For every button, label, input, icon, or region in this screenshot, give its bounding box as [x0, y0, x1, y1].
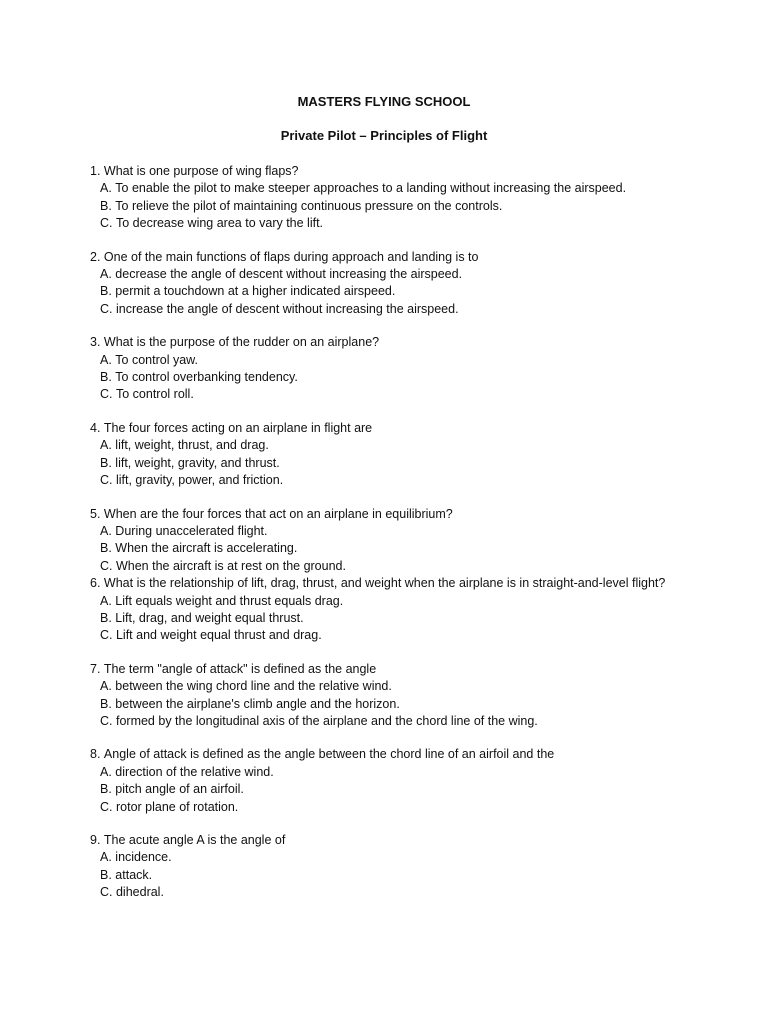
option-letter: A.: [100, 523, 112, 538]
option-letter: C.: [100, 713, 113, 728]
answer-option: [90, 369, 750, 386]
option-letter: B.: [100, 541, 112, 556]
question-stem: [90, 506, 750, 523]
question-1: [90, 163, 750, 233]
question-stem: [90, 420, 750, 437]
answer-option: [90, 678, 750, 695]
option-text: Lift equals weight and thrust equals drag.: [115, 593, 344, 608]
option-letter: A.: [100, 850, 112, 865]
option-letter: B.: [100, 867, 112, 882]
answer-option: [90, 593, 750, 610]
option-letter: B.: [100, 284, 112, 299]
answer-option: [90, 301, 750, 318]
answer-option: [90, 472, 750, 489]
option-text: between the airplane's climb angle and the horizon.: [115, 696, 400, 711]
question-number: 6.: [90, 576, 101, 591]
answer-option: [90, 781, 750, 798]
question-6: [90, 575, 750, 645]
option-text: dihedral.: [115, 885, 164, 900]
question-stem: [90, 746, 750, 763]
option-letter: A.: [100, 181, 112, 196]
question-3: [90, 334, 750, 404]
answer-option: [90, 799, 750, 816]
option-letter: B.: [100, 610, 112, 625]
option-letter: B.: [100, 782, 112, 797]
answer-option: [90, 180, 750, 197]
answer-option: [90, 198, 750, 215]
question-text: Angle of attack is defined as the angle between the chord line of an airfoil and the: [103, 747, 555, 762]
answer-option: [90, 455, 750, 472]
option-letter: B.: [100, 696, 112, 711]
answer-option: [90, 713, 750, 730]
option-text: To control roll.: [115, 387, 194, 402]
question-number: 2.: [90, 249, 101, 264]
option-letter: C.: [100, 558, 113, 573]
question-7: [90, 661, 750, 731]
option-text: When the aircraft is at rest on the ground.: [115, 558, 346, 573]
question-text: When are the four forces that act on an airplane in equilibrium?: [103, 506, 453, 521]
question-8: [90, 746, 750, 816]
question-number: 9.: [90, 833, 101, 847]
option-letter: C.: [100, 216, 113, 231]
question-text: What is the relationship of lift, drag, thrust, and weight when the airplane is in straight-and-level flight?: [103, 576, 666, 591]
answer-option: [90, 386, 750, 403]
option-text: decrease the angle of descent without increasing the airspeed.: [115, 267, 463, 282]
option-text: lift, gravity, power, and friction.: [115, 473, 284, 488]
option-letter: C.: [100, 628, 113, 643]
option-letter: B.: [100, 198, 112, 213]
option-letter: B.: [100, 370, 112, 385]
option-letter: C.: [100, 387, 113, 402]
option-letter: A.: [100, 438, 112, 453]
answer-option: [90, 696, 750, 713]
question-9: [90, 832, 750, 902]
option-text: During unaccelerated flight.: [115, 523, 268, 538]
question-number: 4.: [90, 420, 101, 435]
answer-option: [90, 437, 750, 454]
option-text: between the wing chord line and the relative wind.: [115, 679, 392, 694]
option-letter: A.: [100, 352, 112, 367]
option-text: To control overbanking tendency.: [115, 370, 298, 385]
answer-option: [90, 352, 750, 369]
question-text: The acute angle A is the angle of: [103, 833, 286, 847]
answer-option: [90, 266, 750, 283]
question-text: The four forces acting on an airplane in flight are: [103, 420, 373, 435]
option-letter: C.: [100, 473, 113, 488]
question-list: [90, 163, 750, 902]
answer-option: [90, 884, 750, 901]
option-text: incidence.: [115, 850, 172, 865]
option-letter: A.: [100, 593, 112, 608]
question-number: 3.: [90, 335, 101, 350]
option-text: To decrease wing area to vary the lift.: [115, 216, 324, 231]
answer-option: [90, 558, 750, 575]
option-text: formed by the longitudinal axis of the airplane and the chord line of the wing.: [115, 713, 538, 728]
option-text: To enable the pilot to make steeper approaches to a landing without increasing the airspeed.: [115, 181, 627, 196]
question-number: 7.: [90, 661, 101, 676]
option-text: direction of the relative wind.: [115, 764, 274, 779]
question-stem: [90, 249, 750, 266]
option-letter: A.: [100, 679, 112, 694]
answer-option: [90, 283, 750, 300]
question-text: One of the main functions of flaps during approach and landing is to: [103, 249, 479, 264]
question-number: 1.: [90, 164, 101, 178]
answer-option: [90, 849, 750, 866]
question-2: [90, 249, 750, 319]
question-stem: [90, 832, 750, 849]
answer-option: [90, 215, 750, 232]
option-text: lift, weight, gravity, and thrust.: [115, 455, 280, 470]
question-text: The term "angle of attack" is defined as the angle: [103, 661, 377, 676]
option-text: pitch angle of an airfoil.: [115, 782, 244, 797]
option-letter: A.: [100, 267, 112, 282]
option-text: Lift, drag, and weight equal thrust.: [115, 610, 304, 625]
option-letter: B.: [100, 455, 112, 470]
option-letter: C.: [100, 885, 113, 900]
question-stem: [90, 163, 750, 180]
question-stem: [90, 661, 750, 678]
option-text: Lift and weight equal thrust and drag.: [115, 628, 322, 643]
question-4: [90, 420, 750, 490]
answer-option: [90, 867, 750, 884]
option-text: increase the angle of descent without increasing the airspeed.: [115, 301, 459, 316]
option-text: To control yaw.: [115, 352, 198, 367]
document-title: MASTERS FLYING SCHOOL: [297, 94, 471, 109]
option-text: lift, weight, thrust, and drag.: [115, 438, 269, 453]
answer-option: [90, 540, 750, 557]
option-letter: A.: [100, 764, 112, 779]
option-text: When the aircraft is accelerating.: [115, 541, 298, 556]
question-5: [90, 506, 750, 576]
question-text: What is one purpose of wing flaps?: [103, 164, 299, 178]
answer-option: [90, 764, 750, 781]
option-text: rotor plane of rotation.: [115, 799, 239, 814]
question-number: 5.: [90, 506, 101, 521]
document-subtitle: Private Pilot – Principles of Flight: [280, 128, 488, 143]
option-text: To relieve the pilot of maintaining continuous pressure on the controls.: [115, 198, 503, 213]
question-text: What is the purpose of the rudder on an airplane?: [103, 335, 380, 350]
option-text: attack.: [115, 867, 153, 882]
question-number: 8.: [90, 747, 101, 762]
question-stem: [90, 334, 750, 351]
option-letter: C.: [100, 799, 113, 814]
option-text: permit a touchdown at a higher indicated airspeed.: [115, 284, 396, 299]
option-letter: C.: [100, 301, 113, 316]
question-stem: [90, 575, 750, 592]
answer-option: [90, 627, 750, 644]
answer-option: [90, 610, 750, 627]
answer-option: [90, 523, 750, 540]
